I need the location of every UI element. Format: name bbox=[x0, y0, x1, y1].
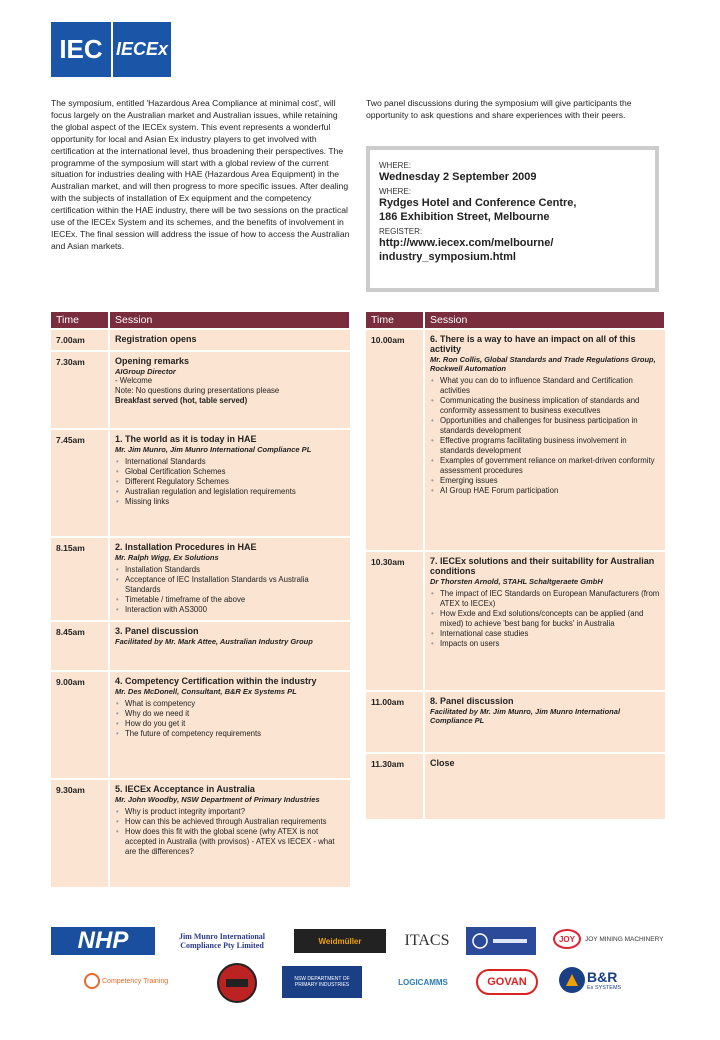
emblem-icon bbox=[224, 973, 250, 993]
session-header: Session bbox=[109, 312, 350, 329]
session-topic: • How does this fit with the global scene (why ATEX is not accepted in Australia (with provisos) - ATEX vs IECEX - what are the differences? bbox=[115, 827, 346, 857]
emblem-round-logo bbox=[217, 963, 257, 1003]
session-row bbox=[51, 671, 350, 779]
session-topic: • Emerging issues bbox=[430, 476, 661, 486]
session-topic: • Why do we need it bbox=[115, 709, 346, 719]
weidmuller-logo: Weidmüller bbox=[294, 929, 386, 953]
br-logo bbox=[587, 966, 647, 994]
nhp-logo: NHP bbox=[51, 927, 155, 955]
panel-discussion-paragraph: Two panel discussions during the symposium will give participants the opportunity to ask questions and share experiences with their peers. bbox=[366, 98, 632, 120]
session-details bbox=[109, 779, 350, 887]
govan-logo: GOVAN bbox=[476, 969, 538, 995]
venue-line-1: Rydges Hotel and Conference Centre, bbox=[379, 197, 577, 209]
session-topic: • Different Regulatory Schemes bbox=[115, 477, 346, 487]
session-time: 10.30am bbox=[366, 551, 424, 691]
session-speaker: Mr. Ralph Wigg, Ex Solutions bbox=[115, 553, 219, 562]
session-topic-list bbox=[115, 565, 346, 615]
session-speaker: Facilitated by Mr. Jim Munro, Jim Munro International Compliance PL bbox=[430, 707, 621, 725]
intro-paragraph: The symposium, entitled 'Hazardous Area Compliance at minimal cost', will focus largely on the Australian market and Australian issues, while retaining the global aspect of the IECEx system. This event represents a wonderful opportunity for local and Asian Ex industry players to get involved with certification at the international level, thus broadening their perspectives. The programme of the symposium will start with a global review of the current situation for industries dealing with HAE (Hazardous Area Equipment) in the Australian market, and will then progress to more specific issues. After dealing with the subjects of installation of Ex equipment and the competency certification within the HAE industry, there will be two sessions on the practical use of the IECEx System and its schemes, and the benefits of involvement in IECEx. The final session will address the issue of how to access the Australian and Asian markets. bbox=[51, 98, 350, 251]
br-logo-subtext: Ex SYSTEMS bbox=[587, 985, 622, 991]
nsw-dpi-logo: NSW DEPARTMENT OF PRIMARY INDUSTRIES bbox=[282, 966, 362, 998]
schedule-table-right bbox=[366, 312, 666, 819]
session-title: 6. There is a way to have an impact on all of this activity bbox=[430, 334, 636, 354]
session-topic: • International Standards bbox=[115, 457, 346, 467]
session-details bbox=[109, 329, 350, 351]
session-details bbox=[109, 621, 350, 671]
session-topic: • How can this be achieved through Australian requirements bbox=[115, 817, 346, 827]
session-speaker: Dr Thorsten Arnold, STAHL Schaltgeraete GmbH bbox=[430, 577, 603, 586]
venue-line-2: 186 Exhibition Street, Melbourne bbox=[379, 211, 550, 223]
session-note: Note: No questions during presentations please bbox=[115, 386, 280, 395]
session-note: - Welcome bbox=[115, 376, 153, 385]
br-logo-text: B&R bbox=[587, 969, 618, 985]
session-topic: • Communicating the business implication of standards and conformity assessment to business executives bbox=[430, 396, 661, 416]
session-details bbox=[424, 551, 665, 691]
jim-munro-logo bbox=[163, 925, 281, 957]
session-topic: • The impact of IEC Standards on European Manufacturers (from ATEX to IECEx) bbox=[430, 589, 661, 609]
session-row bbox=[51, 429, 350, 537]
session-details bbox=[424, 753, 665, 819]
br-emblem-icon bbox=[559, 967, 585, 993]
session-title: 8. Panel discussion bbox=[430, 696, 514, 706]
session-title: 5. IECEx Acceptance in Australia bbox=[115, 784, 255, 794]
joy-logo: JOY bbox=[553, 929, 581, 949]
session-speaker: Mr. Jim Munro, Jim Munro International Compliance PL bbox=[115, 445, 312, 454]
session-topic: • Opportunities and challenges for business participation in standards development bbox=[430, 416, 661, 436]
session-topic-list bbox=[430, 589, 661, 649]
iecex-logo: IECEx bbox=[113, 22, 171, 77]
sponsor-emblem-icon bbox=[471, 932, 531, 950]
session-topic: • How do you get it bbox=[115, 719, 346, 729]
competency-training-logo: Competency Training bbox=[102, 977, 169, 985]
session-row bbox=[51, 779, 350, 887]
session-topic: • Timetable / timeframe of the above bbox=[115, 595, 346, 605]
event-info-box bbox=[366, 146, 659, 292]
session-row bbox=[366, 691, 665, 753]
session-topic: • Acceptance of IEC Installation Standards vs Australia Standards bbox=[115, 575, 346, 595]
session-topic: • Effective programs facilitating business involvement in standards development bbox=[430, 436, 661, 456]
session-details bbox=[109, 429, 350, 537]
session-title: 1. The world as it is today in HAE bbox=[115, 434, 257, 444]
time-header: Time bbox=[366, 312, 424, 329]
session-time: 7.45am bbox=[51, 429, 109, 537]
session-topic-list bbox=[115, 457, 346, 507]
register-label: REGISTER: bbox=[379, 227, 423, 236]
session-extra: Breakfast served (hot, table served) bbox=[115, 396, 248, 405]
session-title: Close bbox=[430, 758, 455, 768]
time-header: Time bbox=[51, 312, 109, 329]
iec-logo: IEC bbox=[51, 22, 111, 77]
session-topic: • What you can do to influence Standard and Certification activities bbox=[430, 376, 661, 396]
session-time: 8.45am bbox=[51, 621, 109, 671]
schedule-table-left bbox=[51, 312, 351, 887]
session-row bbox=[366, 329, 665, 551]
session-time: 7.30am bbox=[51, 351, 109, 429]
session-row bbox=[51, 329, 350, 351]
session-header: Session bbox=[424, 312, 665, 329]
session-time: 10.00am bbox=[366, 329, 424, 551]
session-topic: • The future of competency requirements bbox=[115, 729, 346, 739]
session-topic: • International case studies bbox=[430, 629, 661, 639]
session-time: 9.00am bbox=[51, 671, 109, 779]
session-details bbox=[109, 671, 350, 779]
sponsor-logo-blue bbox=[466, 927, 536, 955]
session-title: Registration opens bbox=[115, 334, 197, 344]
itacs-logo: ITACS bbox=[404, 932, 450, 949]
session-row bbox=[366, 753, 665, 819]
session-topic: • Global Certification Schemes bbox=[115, 467, 346, 477]
session-speaker: Mr. Ron Collis, Global Standards and Trade Regulations Group, Rockwell Automation bbox=[430, 355, 656, 373]
session-topic: • Examples of government reliance on market-driven conformity assessment procedures bbox=[430, 456, 661, 476]
session-speaker: Mr. John Woodby, NSW Department of Primary Industries bbox=[115, 795, 320, 804]
session-speaker: Mr. Des McDonell, Consultant, B&R Ex Systems PL bbox=[115, 687, 297, 696]
session-topic: • How Exde and Exd solutions/concepts can be applied (and mixed) to achieve 'best bang for bucks' in Australia bbox=[430, 609, 661, 629]
session-topic: • Australian regulation and legislation requirements bbox=[115, 487, 346, 497]
session-details bbox=[424, 329, 665, 551]
session-row bbox=[51, 537, 350, 621]
register-url-1[interactable]: http://www.iecex.com/melbourne/ bbox=[379, 237, 554, 249]
session-details bbox=[109, 537, 350, 621]
session-title: Opening remarks bbox=[115, 356, 190, 366]
session-title: 4. Competency Certification within the industry bbox=[115, 676, 317, 686]
session-speaker: Facilitated by Mr. Mark Attee, Australian Industry Group bbox=[115, 637, 313, 646]
event-date: Wednesday 2 September 2009 bbox=[379, 171, 537, 183]
session-details bbox=[109, 351, 350, 429]
session-topic-list bbox=[430, 376, 661, 496]
session-topic: • Impacts on users bbox=[430, 639, 661, 649]
session-topic: • What is competency bbox=[115, 699, 346, 709]
session-title: 3. Panel discussion bbox=[115, 626, 199, 636]
session-time: 8.15am bbox=[51, 537, 109, 621]
session-speaker: AIGroup Director bbox=[115, 367, 176, 376]
session-time: 9.30am bbox=[51, 779, 109, 887]
session-topic: • Installation Standards bbox=[115, 565, 346, 575]
session-title: 2. Installation Procedures in HAE bbox=[115, 542, 257, 552]
triangle-icon bbox=[565, 973, 579, 987]
session-details bbox=[424, 691, 665, 753]
session-row bbox=[366, 551, 665, 691]
session-title: 7. IECEx solutions and their suitability for Australian conditions bbox=[430, 556, 655, 576]
session-time: 11.30am bbox=[366, 753, 424, 819]
logicamms-logo: LOGICAMMS bbox=[398, 977, 448, 987]
session-topic: • Why is product integrity important? bbox=[115, 807, 346, 817]
session-topic: • AI Group HAE Forum participation bbox=[430, 486, 661, 496]
session-time: 11.00am bbox=[366, 691, 424, 753]
session-topic: • Interaction with AS3000 bbox=[115, 605, 346, 615]
when-label: WHERE: bbox=[379, 161, 411, 170]
session-topic-list bbox=[115, 807, 346, 857]
jim-munro-line-2: Compliance Pty Limited bbox=[180, 941, 264, 950]
session-row bbox=[51, 351, 350, 429]
session-time: 7.00am bbox=[51, 329, 109, 351]
joy-mining-text: JOY MINING MACHINERY bbox=[585, 935, 664, 943]
session-row bbox=[51, 621, 350, 671]
competency-circle-icon bbox=[84, 973, 100, 989]
jim-munro-line-1: Jim Munro International bbox=[178, 932, 266, 941]
where-label: WHERE: bbox=[379, 187, 411, 196]
register-url-2[interactable]: industry_symposium.html bbox=[379, 251, 516, 263]
session-topic-list bbox=[115, 699, 346, 739]
session-topic: • Missing links bbox=[115, 497, 346, 507]
